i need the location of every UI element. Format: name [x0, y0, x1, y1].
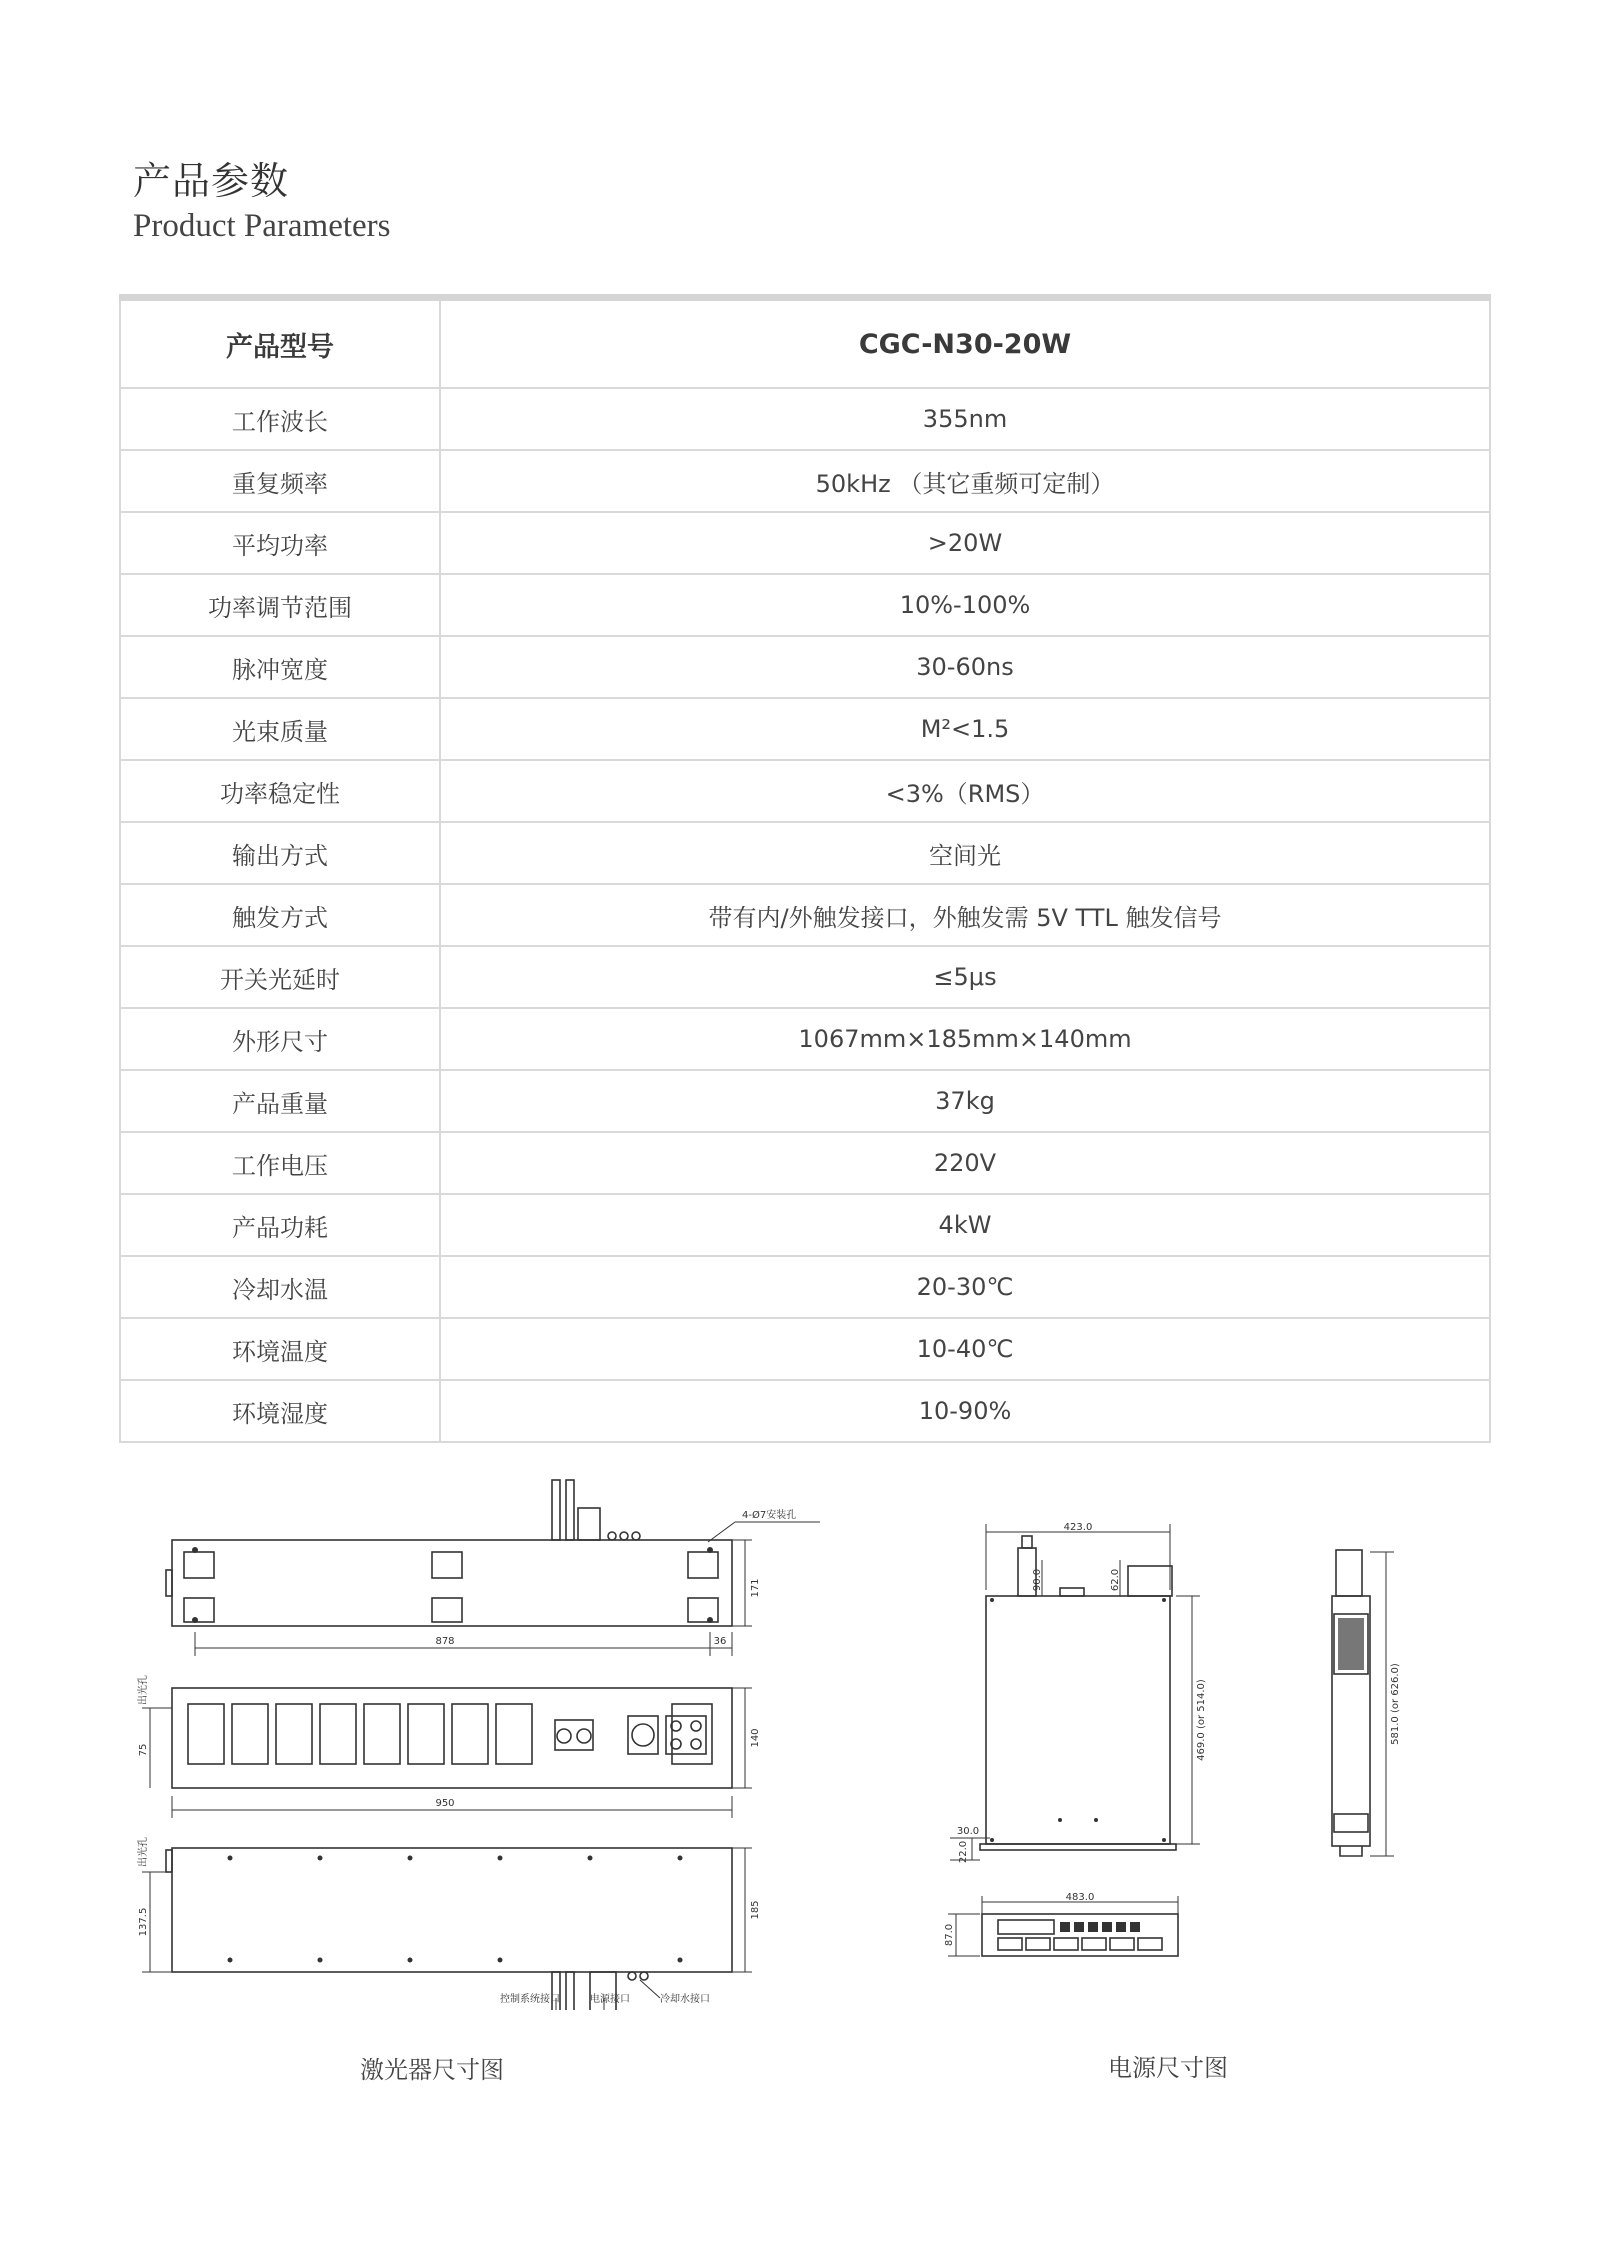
- psu-dimension-drawing: [920, 1520, 1480, 2000]
- label-power-port: 电源接口: [590, 1994, 630, 2005]
- table-row: [120, 698, 1490, 760]
- param-label: 环境湿度: [120, 1380, 440, 1442]
- param-label: 触发方式: [120, 884, 440, 946]
- table-row: [120, 388, 1490, 450]
- param-label: 重复频率: [120, 450, 440, 512]
- table-row: [120, 574, 1490, 636]
- param-value: 30-60ns: [440, 636, 1490, 698]
- dim-length-top: 878: [435, 1636, 455, 1647]
- table-row: [120, 946, 1490, 1008]
- label-output-hole-1: 出光孔: [138, 1675, 149, 1705]
- dim-offset-bottom: 137.5: [138, 1907, 149, 1937]
- table-row: [120, 512, 1490, 574]
- dim-height-bottom: 185: [750, 1900, 761, 1920]
- table-row: [120, 1318, 1490, 1380]
- table-row: [120, 1070, 1490, 1132]
- psu-dim-height: 469.0 (or 514.0): [1196, 1679, 1207, 1761]
- table-row: [120, 1256, 1490, 1318]
- param-value: >20W: [440, 512, 1490, 574]
- param-label: 光束质量: [120, 698, 440, 760]
- param-label: 工作波长: [120, 388, 440, 450]
- table-row: [120, 1132, 1490, 1194]
- param-value: 4kW: [440, 1194, 1490, 1256]
- table-row: [120, 884, 1490, 946]
- param-value: 1067mm×185mm×140mm: [440, 1008, 1490, 1070]
- section-title-cn: 产品参数: [133, 159, 290, 203]
- param-label: 开关光延时: [120, 946, 440, 1008]
- table-row: [120, 1008, 1490, 1070]
- psu-dim-side-height: 581.0 (or 626.0): [1390, 1663, 1401, 1745]
- param-label: 环境温度: [120, 1318, 440, 1380]
- psu-dim-bottom-offset: 22.0: [958, 1840, 969, 1864]
- param-label: 平均功率: [120, 512, 440, 574]
- table-row: [120, 760, 1490, 822]
- table-row: [120, 1194, 1490, 1256]
- dim-length-mid: 950: [435, 1798, 455, 1809]
- param-value: 10-40℃: [440, 1318, 1490, 1380]
- param-label: 输出方式: [120, 822, 440, 884]
- table-row: [120, 1380, 1490, 1442]
- param-value: <3%（RMS）: [440, 760, 1490, 822]
- laser-dimension-drawing: [120, 1470, 820, 2010]
- laser-drawing-caption: 激光器尺寸图: [360, 2056, 504, 2084]
- param-value: 37kg: [440, 1070, 1490, 1132]
- dim-right-offset: 36: [713, 1636, 727, 1647]
- laser-top-body: [172, 1540, 732, 1626]
- dim-height-mid: 140: [750, 1728, 761, 1748]
- table-row: [120, 450, 1490, 512]
- psu-dim-width-top: 423.0: [1063, 1522, 1093, 1533]
- param-value: M²<1.5: [440, 698, 1490, 760]
- label-water-port: 冷却水接口: [660, 1994, 710, 2005]
- spec-table: [119, 294, 1491, 1443]
- psu-dim-left-offset: 30.0: [956, 1826, 980, 1837]
- param-value: 50kHz （其它重频可定制）: [440, 450, 1490, 512]
- param-value: 20-30℃: [440, 1256, 1490, 1318]
- psu-main-body: [986, 1596, 1170, 1844]
- dim-offset-mid: 75: [138, 1743, 149, 1757]
- label-mount-holes: 4-Ø7安装孔: [742, 1510, 797, 1521]
- psu-dim-d1: 90.0: [1032, 1568, 1043, 1592]
- dim-height-top: 171: [750, 1578, 761, 1598]
- laser-front-body: [172, 1848, 732, 1972]
- param-label: 功率调节范围: [120, 574, 440, 636]
- param-value: 355nm: [440, 388, 1490, 450]
- param-label: 外形尺寸: [120, 1008, 440, 1070]
- psu-dim-front-height: 87.0: [944, 1923, 955, 1947]
- table-header-row: [120, 298, 1490, 389]
- param-label: 产品重量: [120, 1070, 440, 1132]
- param-value: 220V: [440, 1132, 1490, 1194]
- param-value: 带有内/外触发接口，外触发需 5V TTL 触发信号: [440, 884, 1490, 946]
- label-output-hole-2: 出光孔: [138, 1837, 149, 1867]
- section-title-en: Product Parameters: [133, 208, 391, 244]
- psu-dim-front-width: 483.0: [1065, 1892, 1095, 1903]
- label-control-port: 控制系统接口: [500, 1994, 560, 2005]
- psu-dim-d2: 62.0: [1110, 1568, 1121, 1592]
- header-label: 产品型号: [120, 298, 440, 389]
- param-value: 10%-100%: [440, 574, 1490, 636]
- psu-drawing-caption: 电源尺寸图: [1108, 2054, 1228, 2082]
- param-label: 功率稳定性: [120, 760, 440, 822]
- param-value: 10-90%: [440, 1380, 1490, 1442]
- param-value: 空间光: [440, 822, 1490, 884]
- param-label: 工作电压: [120, 1132, 440, 1194]
- param-label: 冷却水温: [120, 1256, 440, 1318]
- table-row: [120, 636, 1490, 698]
- param-label: 脉冲宽度: [120, 636, 440, 698]
- header-value: CGC-N30-20W: [440, 298, 1490, 389]
- param-value: ≤5μs: [440, 946, 1490, 1008]
- table-row: [120, 822, 1490, 884]
- param-label: 产品功耗: [120, 1194, 440, 1256]
